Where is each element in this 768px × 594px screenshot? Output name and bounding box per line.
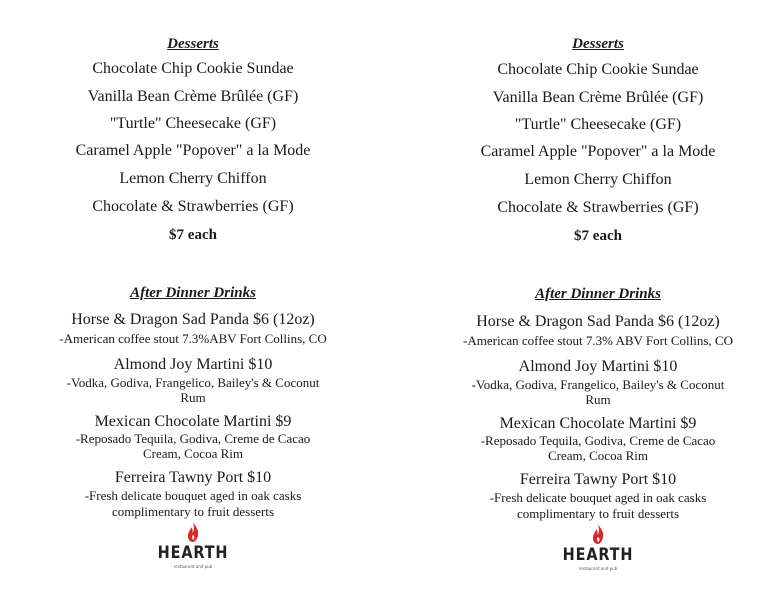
logo-name: HEARTH <box>562 545 634 565</box>
dessert-item: Vanilla Bean Crème Brûlée (GF) <box>492 89 704 106</box>
dessert-item: Chocolate Chip Cookie Sundae <box>92 60 294 77</box>
dessert-item: Lemon Cherry Chiffon <box>524 171 672 188</box>
drink-description: -Fresh delicate bouquet aged in oak casks <box>489 490 707 505</box>
menu-page-left <box>1 0 385 594</box>
flame-icon <box>186 522 200 542</box>
drink-name: Horse & Dragon Sad Panda $6 (12oz) <box>71 311 315 328</box>
drink-description: Cream, Cocoa Rim <box>142 446 243 461</box>
drinks-heading: After Dinner Drinks <box>535 286 661 302</box>
drink-name: Ferreira Tawny Port $10 <box>519 471 677 488</box>
drink-name: Ferreira Tawny Port $10 <box>114 469 272 486</box>
hearth-logo <box>1 522 385 569</box>
desserts-price: $7 each <box>169 227 217 243</box>
flame-icon <box>591 524 605 544</box>
dessert-item: Chocolate & Strawberries (GF) <box>497 199 699 216</box>
drink-name: Horse & Dragon Sad Panda $6 (12oz) <box>476 313 720 330</box>
dessert-item: "Turtle" Cheesecake (GF) <box>109 115 277 132</box>
logo-name: HEARTH <box>157 543 229 563</box>
drink-name: Mexican Chocolate Martini $9 <box>499 415 697 432</box>
drink-name: Almond Joy Martini $10 <box>113 356 273 373</box>
drink-description: -American coffee stout 7.3%ABV Fort Collins, CO <box>59 331 327 346</box>
drink-description: complimentary to fruit desserts <box>111 504 275 519</box>
hearth-logo <box>406 524 768 571</box>
drink-description: -American coffee stout 7.3% ABV Fort Collins, CO <box>463 333 733 348</box>
logo-tagline: restaurant and pub <box>173 564 213 569</box>
desserts-heading: Desserts <box>167 36 219 52</box>
dessert-item: Lemon Cherry Chiffon <box>119 170 267 187</box>
drink-description: -Vodka, Godiva, Frangelico, Bailey's & Coconut <box>66 375 320 390</box>
drink-name: Almond Joy Martini $10 <box>518 358 678 375</box>
drinks-heading: After Dinner Drinks <box>130 285 256 301</box>
dessert-item: Chocolate & Strawberries (GF) <box>92 198 294 215</box>
dessert-item: "Turtle" Cheesecake (GF) <box>514 116 682 133</box>
drink-description: complimentary to fruit desserts <box>516 506 680 521</box>
dessert-item: Caramel Apple "Popover" a la Mode <box>480 143 716 160</box>
drink-description: -Reposado Tequila, Godiva, Creme de Cacao <box>75 431 311 446</box>
desserts-price: $7 each <box>574 228 622 244</box>
logo-tagline: restaurant and pub <box>578 566 618 571</box>
dessert-item: Vanilla Bean Crème Brûlée (GF) <box>87 88 299 105</box>
drink-description: Rum <box>180 390 206 405</box>
drink-name: Mexican Chocolate Martini $9 <box>94 413 292 430</box>
desserts-heading: Desserts <box>572 36 624 52</box>
drink-description: -Reposado Tequila, Godiva, Creme de Cacao <box>480 433 716 448</box>
drink-description: -Fresh delicate bouquet aged in oak casks <box>84 488 302 503</box>
drink-description: -Vodka, Godiva, Frangelico, Bailey's & Coconut <box>471 377 725 392</box>
dessert-item: Chocolate Chip Cookie Sundae <box>497 61 699 78</box>
dessert-item: Caramel Apple "Popover" a la Mode <box>75 142 311 159</box>
drink-description: Rum <box>585 392 611 407</box>
drink-description: Cream, Cocoa Rim <box>547 448 648 463</box>
menu-page-right <box>406 0 768 594</box>
